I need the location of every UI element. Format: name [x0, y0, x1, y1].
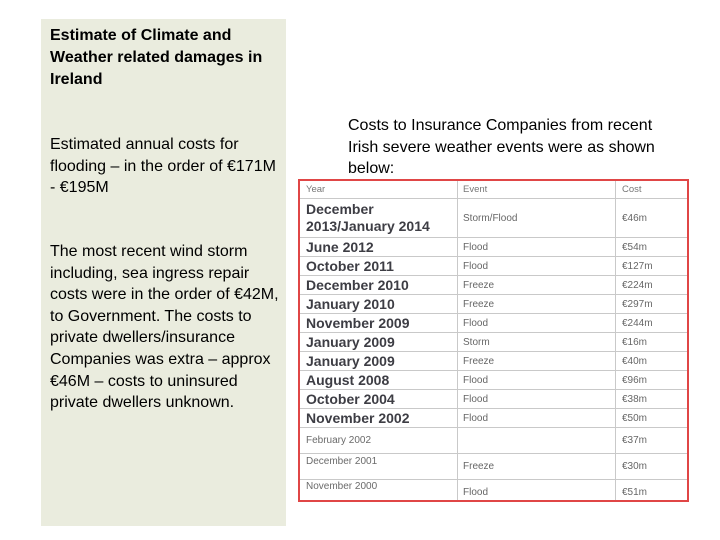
row-year-text: January 2010	[306, 296, 395, 312]
row-event: Flood	[458, 257, 616, 275]
row-year-text: January 2009	[306, 353, 395, 369]
table-header-row	[300, 181, 687, 199]
row-year	[300, 371, 458, 389]
row-event: Flood	[458, 314, 616, 332]
table-row	[300, 199, 687, 238]
row-year	[300, 390, 458, 408]
table-row	[300, 257, 687, 276]
row-year	[300, 276, 458, 294]
left-title: Estimate of Climate and Weather related damages in Ireland	[50, 27, 263, 88]
row-event: Flood	[458, 480, 616, 502]
row-year-text: October 2004	[306, 391, 395, 407]
table-row	[300, 276, 687, 295]
row-event: Freeze	[458, 454, 616, 479]
row-year-text: December 2010	[306, 277, 409, 293]
row-cost: €37m	[622, 435, 648, 446]
row-year	[300, 454, 458, 479]
row-year	[300, 257, 458, 275]
row-year-text: November 2009	[306, 315, 410, 331]
header-cost: Cost	[622, 184, 642, 195]
row-year-text: June 2012	[306, 239, 374, 255]
row-event: Storm/Flood	[458, 199, 616, 237]
row-event	[458, 428, 616, 453]
row-cost: €16m	[622, 336, 648, 348]
row-cost: €54m	[622, 241, 648, 253]
flooding-costs-text: Estimated annual costs for flooding – in the order of €171M - €195M	[50, 136, 276, 196]
row-cost: €30m	[622, 461, 648, 472]
row-year-text: November 2002	[306, 410, 410, 426]
table-row	[300, 314, 687, 333]
table-row	[300, 238, 687, 257]
row-year	[300, 238, 458, 256]
table-row	[300, 409, 687, 428]
row-year	[300, 295, 458, 313]
row-cost: €38m	[622, 393, 648, 405]
row-year-text: December 2001	[306, 456, 378, 467]
wind-storm-costs-text: The most recent wind storm including, sea ingress repair costs were in the order of €42M, to Government. The costs to private dwellers/insurance Companies was extra – approx €46M – costs to uninsured private dwellers unknown.	[50, 243, 279, 412]
row-year	[300, 199, 458, 237]
row-year	[300, 428, 458, 453]
table-row	[300, 371, 687, 390]
row-year-text: February 2002	[306, 435, 372, 446]
row-year	[300, 333, 458, 351]
row-cost: €244m	[622, 317, 653, 329]
row-cost: €127m	[622, 260, 653, 272]
row-year	[300, 314, 458, 332]
header-event: Event	[458, 181, 616, 198]
insurance-costs-table	[298, 179, 689, 502]
row-year-text: October 2011	[306, 258, 394, 274]
row-cost: €40m	[622, 355, 648, 367]
row-year	[300, 409, 458, 427]
row-year-text: December 2013/January 2014	[306, 201, 430, 234]
insurance-intro-text: Costs to Insurance Companies from recent Irish severe weather events were as shown below:	[348, 117, 655, 177]
row-event: Flood	[458, 409, 616, 427]
table-row	[300, 333, 687, 352]
row-cost: €297m	[622, 298, 653, 310]
row-cost: €96m	[622, 374, 648, 386]
header-year: Year	[300, 181, 458, 198]
row-cost: €51m	[622, 486, 648, 498]
table-row	[300, 295, 687, 314]
row-event: Flood	[458, 390, 616, 408]
row-event: Flood	[458, 371, 616, 389]
row-year-text: August 2008	[306, 372, 390, 388]
row-event: Freeze	[458, 352, 616, 370]
row-event: Storm	[458, 333, 616, 351]
row-year	[300, 480, 458, 502]
row-year	[300, 352, 458, 370]
table-row	[300, 352, 687, 371]
row-event: Freeze	[458, 276, 616, 294]
row-cost: €50m	[622, 412, 648, 424]
row-event: Freeze	[458, 295, 616, 313]
row-year-text: January 2009	[306, 334, 395, 350]
row-cost: €46m	[622, 212, 648, 224]
row-event: Flood	[458, 238, 616, 256]
table-row	[300, 454, 687, 480]
table-row	[300, 390, 687, 409]
table-row	[300, 428, 687, 454]
row-year-text: November 2000	[306, 481, 378, 492]
table-row	[300, 480, 687, 502]
row-cost: €224m	[622, 279, 653, 291]
